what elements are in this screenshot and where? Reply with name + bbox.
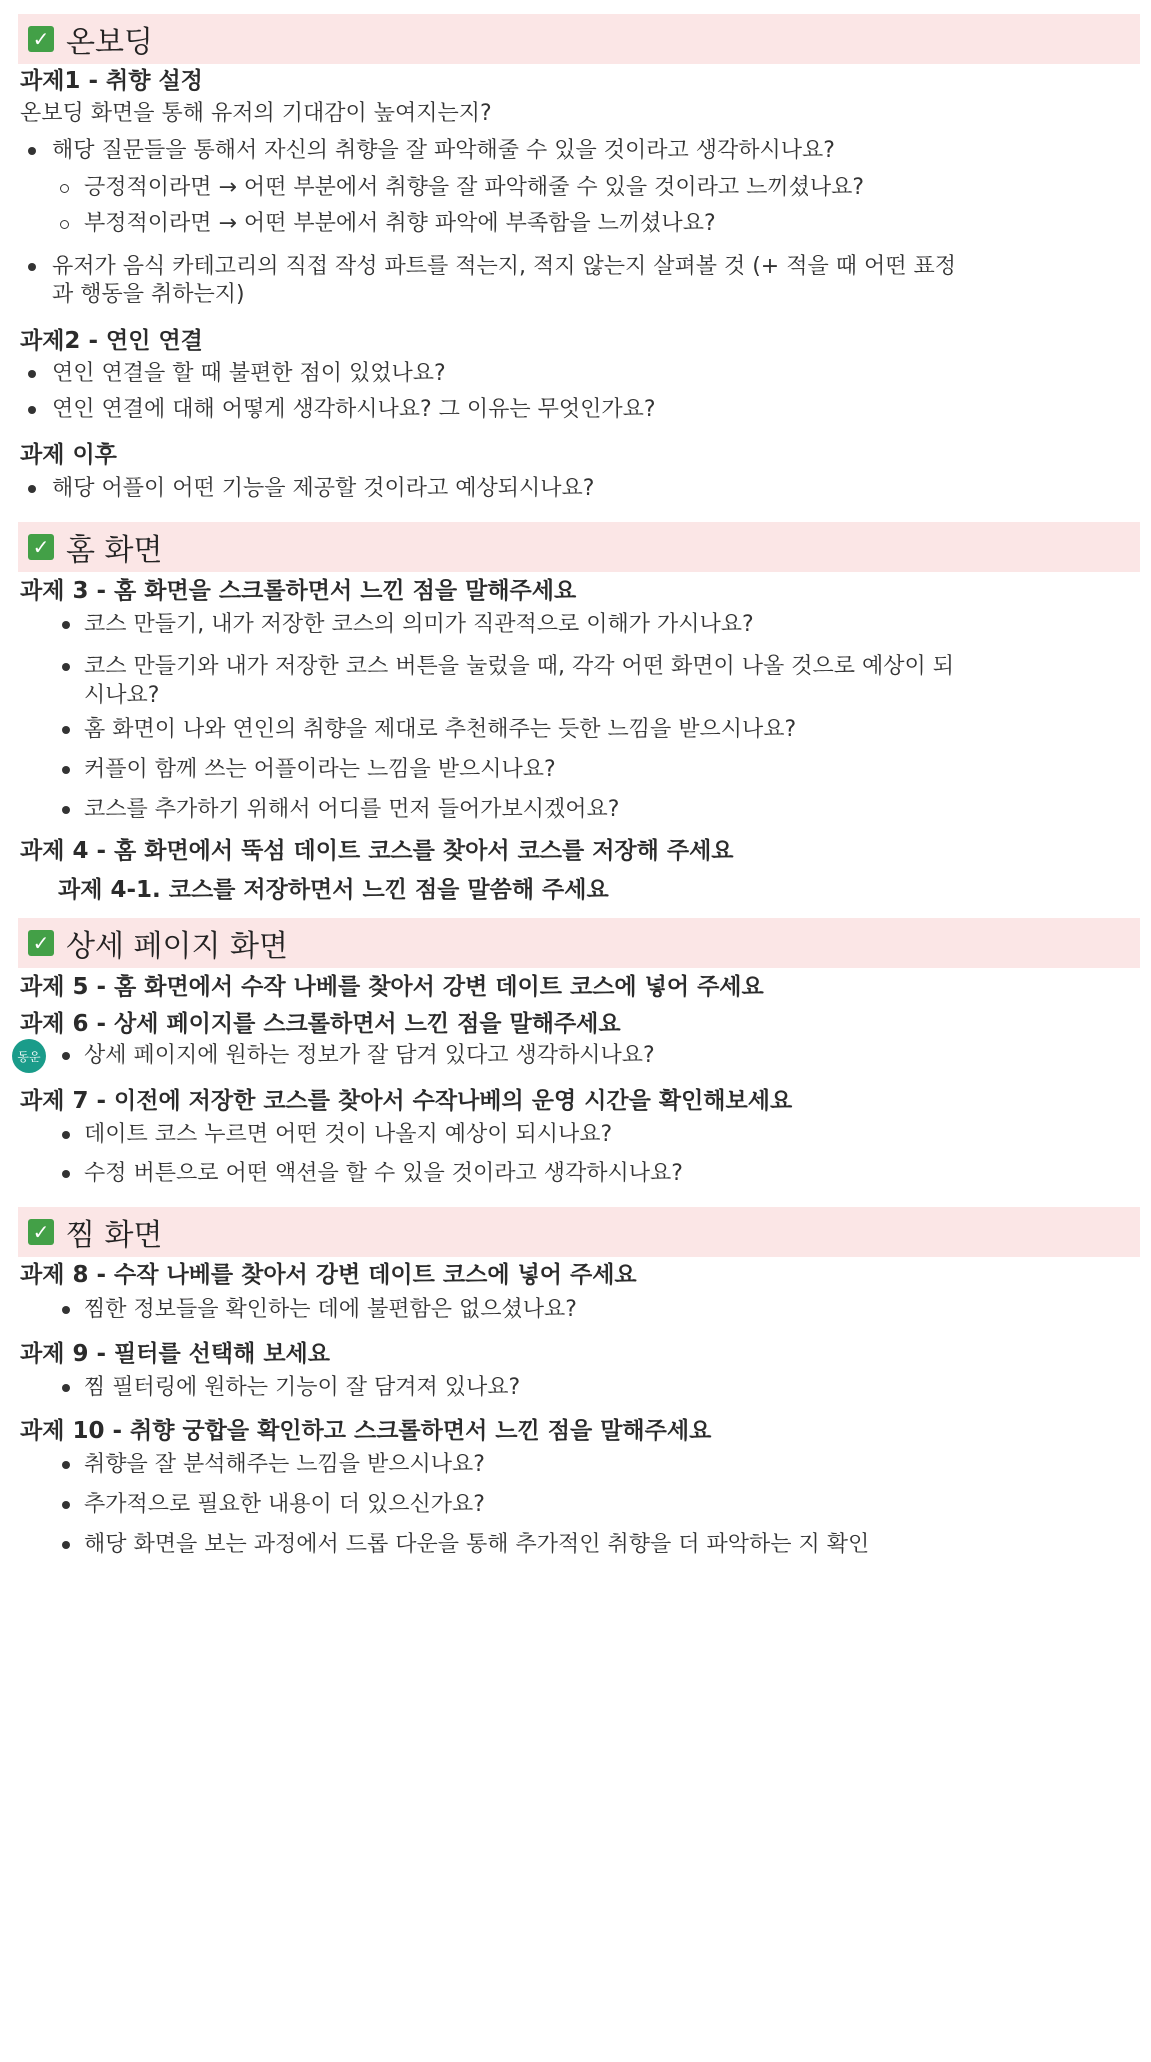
task-heading: 과제 10 - 취향 궁합을 확인하고 스크롤하면서 느낀 점을 말해주세요 <box>20 1418 712 1444</box>
task-heading: 과제 7 - 이전에 저장한 코스를 찾아서 수작나베의 운영 시간을 확인해보세요 <box>20 1088 793 1114</box>
section-header-home <box>18 522 1140 572</box>
bullet-dot-icon <box>62 621 70 629</box>
section-title: 홈 화면 <box>66 533 163 568</box>
task-heading: 과제 이후 <box>20 442 117 468</box>
list-item-continuation: 시나요? <box>84 683 160 708</box>
section-header-wishlist <box>18 1207 1140 1257</box>
bullet-dot-icon <box>62 1052 70 1060</box>
bullet-dot-icon <box>28 485 36 493</box>
list-item: 커플이 함께 쓰는 어플이라는 느낌을 받으시나요? <box>84 757 556 782</box>
list-item: 해당 어플이 어떤 기능을 제공할 것이라고 예상되시나요? <box>52 476 595 501</box>
sub-list-item: 긍정적이라면 → 어떤 부분에서 취향을 잘 파악해줄 수 있을 것이라고 느끼셨나요? <box>84 175 865 200</box>
list-item: 코스 만들기와 내가 저장한 코스 버튼을 눌렀을 때, 각각 어떤 화면이 나올 것으로 예상이 되 <box>84 654 954 679</box>
list-item: 코스를 추가하기 위해서 어디를 먼저 들어가보시겠어요? <box>84 797 620 822</box>
check-box-icon: ✓ <box>28 930 54 956</box>
list-item: 홈 화면이 나와 연인의 취향을 제대로 추천해주는 듯한 느낌을 받으시나요? <box>84 717 797 742</box>
list-item: 해당 화면을 보는 과정에서 드롭 다운을 통해 추가적인 취향을 더 파악하는 지 확인 <box>84 1532 870 1557</box>
bullet-dot-icon <box>62 663 70 671</box>
check-box-icon: ✓ <box>28 26 54 52</box>
section-title: 상세 페이지 화면 <box>66 929 288 964</box>
task-heading: 과제1 - 취향 설정 <box>20 68 203 94</box>
list-item: 추가적으로 필요한 내용이 더 있으신가요? <box>84 1492 485 1517</box>
bullet-dot-icon <box>62 1170 70 1178</box>
bullet-dot-icon <box>62 726 70 734</box>
task-heading: 과제 3 - 홈 화면을 스크롤하면서 느낀 점을 말해주세요 <box>20 578 577 604</box>
bullet-dot-icon <box>62 806 70 814</box>
list-item: 찜 필터링에 원하는 기능이 잘 담겨져 있나요? <box>84 1375 521 1400</box>
list-item: 상세 페이지에 원하는 정보가 잘 담겨 있다고 생각하시나요? <box>84 1043 655 1068</box>
bullet-dot-icon <box>62 1541 70 1549</box>
task-heading: 과제 9 - 필터를 선택해 보세요 <box>20 1341 330 1367</box>
bullet-dot-icon <box>62 766 70 774</box>
bullet-dot-icon <box>28 263 36 271</box>
section-header-onboarding <box>18 14 1140 64</box>
bullet-dot-icon <box>62 1384 70 1392</box>
list-item: 코스 만들기, 내가 저장한 코스의 의미가 직관적으로 이해가 가시나요? <box>84 612 754 637</box>
sub-task-heading: 과제 4-1. 코스를 저장하면서 느낀 점을 말씀해 주세요 <box>58 877 609 903</box>
section-header-detail <box>18 918 1140 968</box>
bullet-circle-icon <box>60 184 69 193</box>
bullet-circle-icon <box>60 220 69 229</box>
bullet-dot-icon <box>62 1501 70 1509</box>
bullet-dot-icon <box>62 1306 70 1314</box>
task-heading: 과제 6 - 상세 페이지를 스크롤하면서 느낀 점을 말해주세요 <box>20 1011 621 1037</box>
list-item: 유저가 음식 카테고리의 직접 작성 파트를 적는지, 적지 않는지 살펴볼 것 (+ 적을 때 어떤 표정 <box>52 254 956 279</box>
list-item: 해당 질문들을 통해서 자신의 취향을 잘 파악해줄 수 있을 것이라고 생각하시나요? <box>52 138 835 163</box>
list-item-continuation: 과 행동을 취하는지) <box>52 282 245 307</box>
paragraph: 온보딩 화면을 통해 유저의 기대감이 높여지는지? <box>20 101 492 126</box>
bullet-dot-icon <box>28 370 36 378</box>
task-heading: 과제 4 - 홈 화면에서 뚝섬 데이트 코스를 찾아서 코스를 저장해 주세요 <box>20 838 734 864</box>
section-title: 온보딩 <box>66 25 153 60</box>
bullet-dot-icon <box>28 147 36 155</box>
task-heading: 과제 8 - 수작 나베를 찾아서 강변 데이트 코스에 넣어 주세요 <box>20 1262 637 1288</box>
task-heading: 과제2 - 연인 연결 <box>20 328 203 354</box>
list-item: 데이트 코스 누르면 어떤 것이 나올지 예상이 되시나요? <box>84 1122 613 1147</box>
list-item: 연인 연결을 할 때 불편한 점이 있었나요? <box>52 361 446 386</box>
list-item: 찜한 정보들을 확인하는 데에 불편함은 없으셨나요? <box>84 1297 577 1322</box>
task-heading: 과제 5 - 홈 화면에서 수작 나베를 찾아서 강변 데이트 코스에 넣어 주세요 <box>20 974 764 1000</box>
section-title: 찜 화면 <box>66 1218 163 1253</box>
bullet-dot-icon <box>28 406 36 414</box>
sub-list-item: 부정적이라면 → 어떤 부분에서 취향 파악에 부족함을 느끼셨나요? <box>84 211 716 236</box>
list-item: 수정 버튼으로 어떤 액션을 할 수 있을 것이라고 생각하시나요? <box>84 1161 683 1186</box>
bullet-dot-icon <box>62 1131 70 1139</box>
list-item: 연인 연결에 대해 어떻게 생각하시나요? 그 이유는 무엇인가요? <box>52 397 656 422</box>
bullet-dot-icon <box>62 1461 70 1469</box>
user-avatar[interactable]: 동운 <box>12 1039 46 1073</box>
list-item: 취향을 잘 분석해주는 느낌을 받으시나요? <box>84 1452 485 1477</box>
check-box-icon: ✓ <box>28 534 54 560</box>
check-box-icon: ✓ <box>28 1219 54 1245</box>
